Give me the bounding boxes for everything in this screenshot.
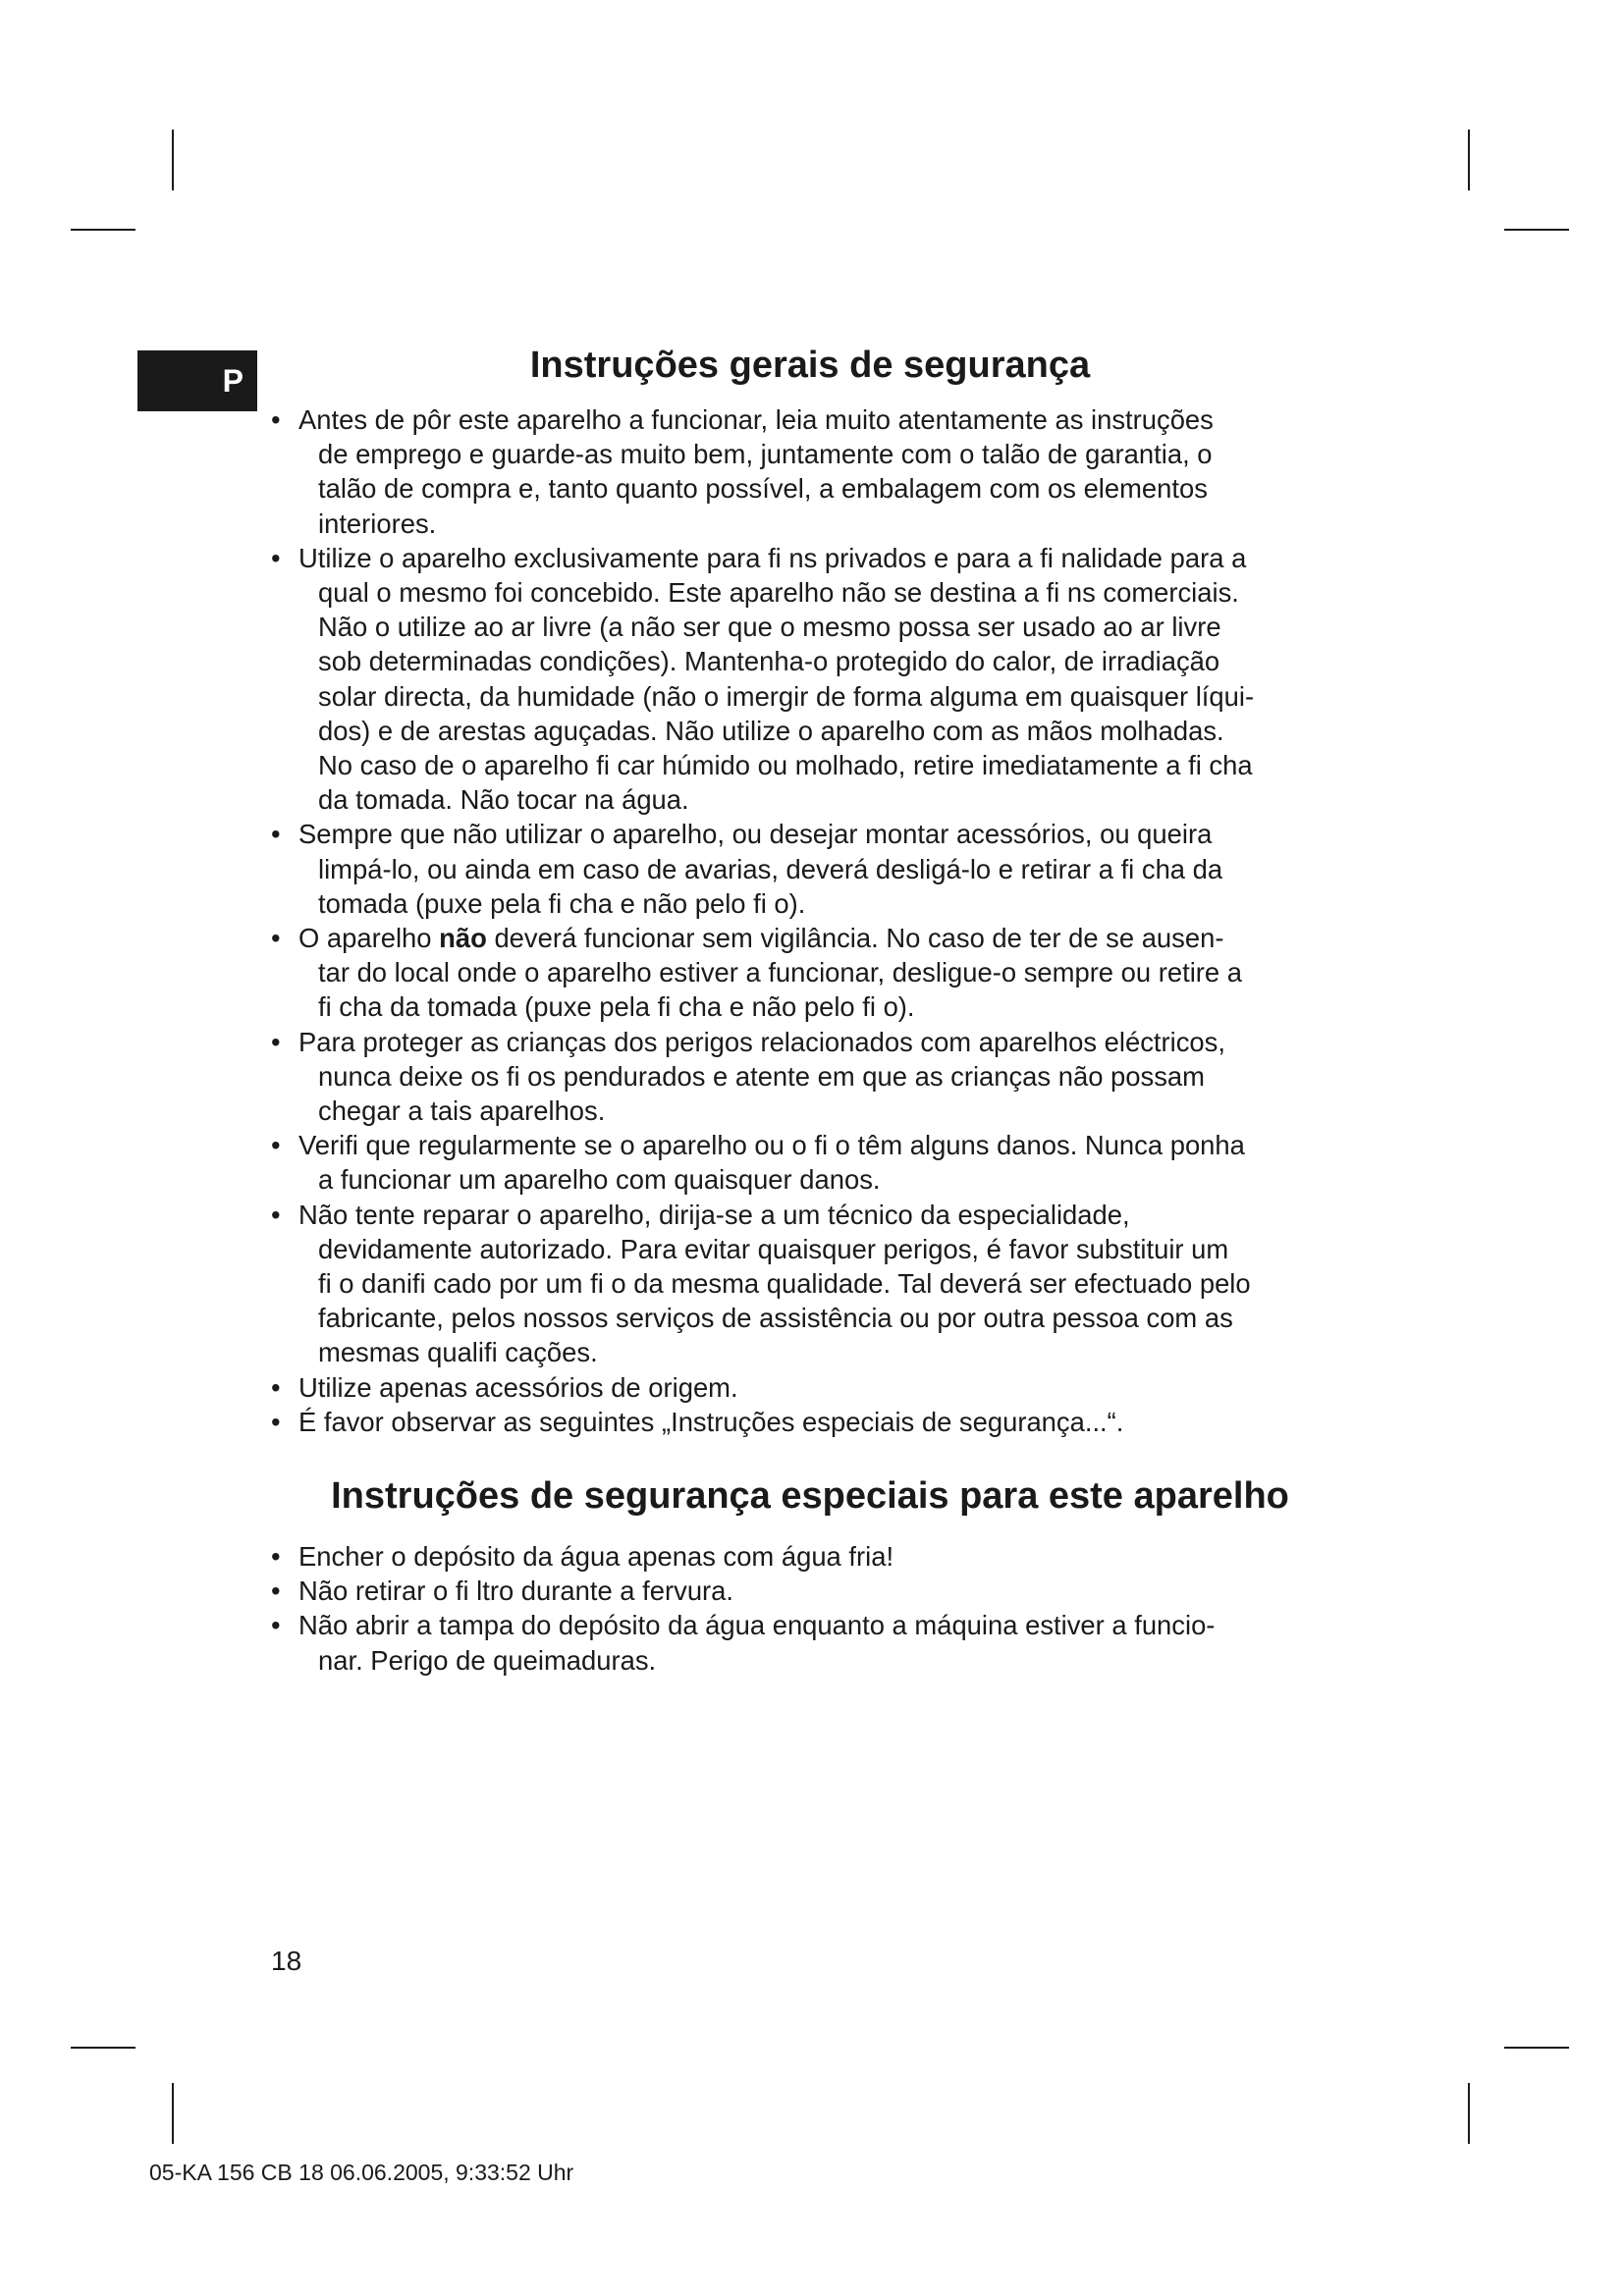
crop-mark-bottom-right-horizontal bbox=[1504, 2047, 1569, 2049]
bullet-icon: • bbox=[271, 819, 281, 850]
text-segment: Não o utilize ao ar livre (a não ser que o mesmo possa ser usado ao ar livre bbox=[318, 612, 1221, 643]
text-segment: limpá-lo, ou ainda em caso de avarias, deverá desligá-lo e retirar a fi cha da bbox=[318, 853, 1223, 884]
text-segment: fabricante, pelos nossos serviços de assistência ou por outra pessoa com as bbox=[318, 1303, 1233, 1334]
text-segment: talão de compra e, tanto quanto possível, a embalagem com os elementos bbox=[318, 473, 1208, 505]
crop-mark-bottom-left-vertical bbox=[172, 2083, 174, 2144]
text-segment: Sempre que não utilizar o aparelho, ou desejar montar acessórios, ou queira bbox=[298, 819, 1213, 850]
bullet-icon: • bbox=[271, 1575, 281, 1607]
print-footer: 05-KA 156 CB 18 06.06.2005, 9:33:52 Uhr bbox=[149, 2160, 574, 2185]
crop-mark-bottom-left-horizontal bbox=[71, 2047, 135, 2049]
text-segment: sob determinadas condições). Mantenha-o protegido do calor, de irradiação bbox=[318, 646, 1220, 677]
list-item-line bbox=[298, 955, 1386, 989]
crop-mark-top-left-vertical bbox=[172, 130, 174, 190]
list-item-line bbox=[298, 1301, 1386, 1335]
list-item-line bbox=[298, 1405, 1386, 1439]
text-segment: fi cha da tomada (puxe pela fi cha e não pelo fi o). bbox=[318, 991, 915, 1023]
list-item-line bbox=[298, 782, 1386, 817]
list-item-line bbox=[298, 402, 1386, 437]
list-item-line bbox=[298, 921, 1386, 955]
text-segment: chegar a tais aparelhos. bbox=[318, 1095, 606, 1127]
crop-mark-top-left-horizontal bbox=[71, 229, 135, 231]
text-segment: tar do local onde o aparelho estiver a funcionar, desligue-o sempre ou retire a bbox=[318, 957, 1242, 988]
list-item bbox=[267, 1370, 1386, 1405]
list-item-line bbox=[298, 1266, 1386, 1301]
text-segment: de emprego e guarde-as muito bem, juntamente com o talão de garantia, o bbox=[318, 439, 1213, 470]
list-item-line bbox=[298, 852, 1386, 886]
text-segment: Não tente reparar o aparelho, dirija-se a um técnico da especialidade, bbox=[298, 1199, 1130, 1230]
text-segment: Utilize o aparelho exclusivamente para fi ns privados e para a fi nalidade para a bbox=[298, 542, 1247, 573]
text-segment: não bbox=[439, 923, 487, 954]
list-item-line bbox=[298, 507, 1386, 541]
list-item-line bbox=[298, 817, 1386, 851]
list-item-line bbox=[298, 679, 1386, 714]
text-segment: da tomada. Não tocar na água. bbox=[318, 784, 689, 816]
bullet-icon: • bbox=[271, 1541, 281, 1572]
text-segment: qual o mesmo foi concebido. Este aparelho não se destina a fi ns comerciais. bbox=[318, 577, 1239, 609]
language-tab bbox=[137, 350, 257, 411]
text-segment: Utilize apenas acessórios de origem. bbox=[298, 1371, 738, 1403]
page-number: 18 bbox=[271, 1946, 302, 1976]
list-item bbox=[267, 817, 1386, 921]
text-segment: No caso de o aparelho fi car húmido ou molhado, retire imediatamente a fi cha bbox=[318, 750, 1253, 781]
list-item bbox=[267, 1128, 1386, 1197]
text-segment: Para proteger as crianças dos perigos relacionados com aparelhos eléctricos, bbox=[298, 1026, 1225, 1057]
list-item-line bbox=[298, 748, 1386, 782]
list-item-line bbox=[298, 471, 1386, 506]
text-segment: fi o danifi cado por um fi o da mesma qualidade. Tal deverá ser efectuado pelo bbox=[318, 1268, 1251, 1300]
text-segment: a funcionar um aparelho com quaisquer danos. bbox=[318, 1164, 881, 1196]
list-item-line bbox=[298, 1094, 1386, 1128]
section-title-general-safety: Instruções gerais de segurança bbox=[529, 345, 1091, 386]
language-tab-label: P bbox=[222, 362, 244, 399]
text-segment: interiores. bbox=[318, 507, 437, 539]
list-item-line bbox=[298, 1643, 1386, 1678]
bullet-icon: • bbox=[271, 1371, 281, 1403]
bullet-icon: • bbox=[271, 404, 281, 435]
crop-mark-top-right-vertical bbox=[1468, 130, 1470, 190]
list-item-line bbox=[298, 1574, 1386, 1608]
list-item-line bbox=[298, 1059, 1386, 1094]
text-segment: O aparelho bbox=[298, 923, 440, 954]
list-item-line bbox=[298, 437, 1386, 471]
list-item bbox=[267, 1539, 1386, 1574]
special-safety-list bbox=[267, 1539, 1386, 1678]
text-segment: Não retirar o fi ltro durante a fervura. bbox=[298, 1575, 734, 1607]
list-item-line bbox=[298, 1232, 1386, 1266]
list-item-line bbox=[298, 1162, 1386, 1197]
text-segment: devidamente autorizado. Para evitar quaisquer perigos, é favor substituir um bbox=[318, 1233, 1229, 1264]
text-segment: solar directa, da humidade (não o imergir de forma alguma em quaisquer líqui- bbox=[318, 680, 1255, 712]
text-segment: deverá funcionar sem vigilância. No caso de ter de se ausen- bbox=[486, 923, 1224, 954]
list-item-line bbox=[298, 1025, 1386, 1059]
list-item-line bbox=[298, 1539, 1386, 1574]
list-item bbox=[267, 1025, 1386, 1129]
list-item-line bbox=[298, 886, 1386, 921]
list-item-line bbox=[298, 1608, 1386, 1642]
list-item bbox=[267, 1608, 1386, 1677]
list-item-line bbox=[298, 989, 1386, 1024]
bullet-icon: • bbox=[271, 1406, 281, 1437]
crop-mark-top-right-horizontal bbox=[1504, 229, 1569, 231]
text-segment: dos) e de arestas aguçadas. Não utilize o aparelho com as mãos molhadas. bbox=[318, 715, 1224, 746]
text-segment: Encher o depósito da água apenas com água fria! bbox=[298, 1541, 894, 1572]
list-item bbox=[267, 921, 1386, 1025]
text-segment: É favor observar as seguintes „Instruções especiais de segurança...“. bbox=[298, 1406, 1124, 1437]
list-item bbox=[267, 541, 1386, 818]
list-item-line bbox=[298, 541, 1386, 575]
list-item-line bbox=[298, 644, 1386, 678]
list-item-line bbox=[298, 575, 1386, 610]
list-item-line bbox=[298, 1370, 1386, 1405]
section-title-special-safety: Instruções de segurança especiais para este aparelho bbox=[331, 1475, 1289, 1517]
list-item bbox=[267, 402, 1386, 541]
list-item-line bbox=[298, 610, 1386, 644]
list-item-line bbox=[298, 714, 1386, 748]
bullet-icon: • bbox=[271, 923, 281, 954]
list-item bbox=[267, 1405, 1386, 1439]
bullet-icon: • bbox=[271, 1026, 281, 1057]
text-segment: Não abrir a tampa do depósito da água enquanto a máquina estiver a funcio- bbox=[298, 1610, 1216, 1641]
text-segment: mesmas qualifi cações. bbox=[318, 1337, 598, 1368]
bullet-icon: • bbox=[271, 1199, 281, 1230]
bullet-icon: • bbox=[271, 1610, 281, 1641]
bullet-icon: • bbox=[271, 1130, 281, 1161]
text-segment: Antes de pôr este aparelho a funcionar, leia muito atentamente as instruções bbox=[298, 404, 1214, 435]
bullet-icon: • bbox=[271, 542, 281, 573]
text-segment: tomada (puxe pela fi cha e não pelo fi o). bbox=[318, 887, 806, 919]
text-segment: nar. Perigo de queimaduras. bbox=[318, 1644, 657, 1676]
list-item-line bbox=[298, 1128, 1386, 1162]
crop-mark-bottom-right-vertical bbox=[1468, 2083, 1470, 2144]
list-item bbox=[267, 1574, 1386, 1608]
text-segment: Verifi que regularmente se o aparelho ou o fi o têm alguns danos. Nunca ponha bbox=[298, 1130, 1245, 1161]
list-item-line bbox=[298, 1335, 1386, 1369]
general-safety-list bbox=[267, 402, 1386, 1439]
text-segment: nunca deixe os fi os pendurados e atente em que as crianças não possam bbox=[318, 1060, 1205, 1092]
list-item-line bbox=[298, 1198, 1386, 1232]
list-item bbox=[267, 1198, 1386, 1370]
